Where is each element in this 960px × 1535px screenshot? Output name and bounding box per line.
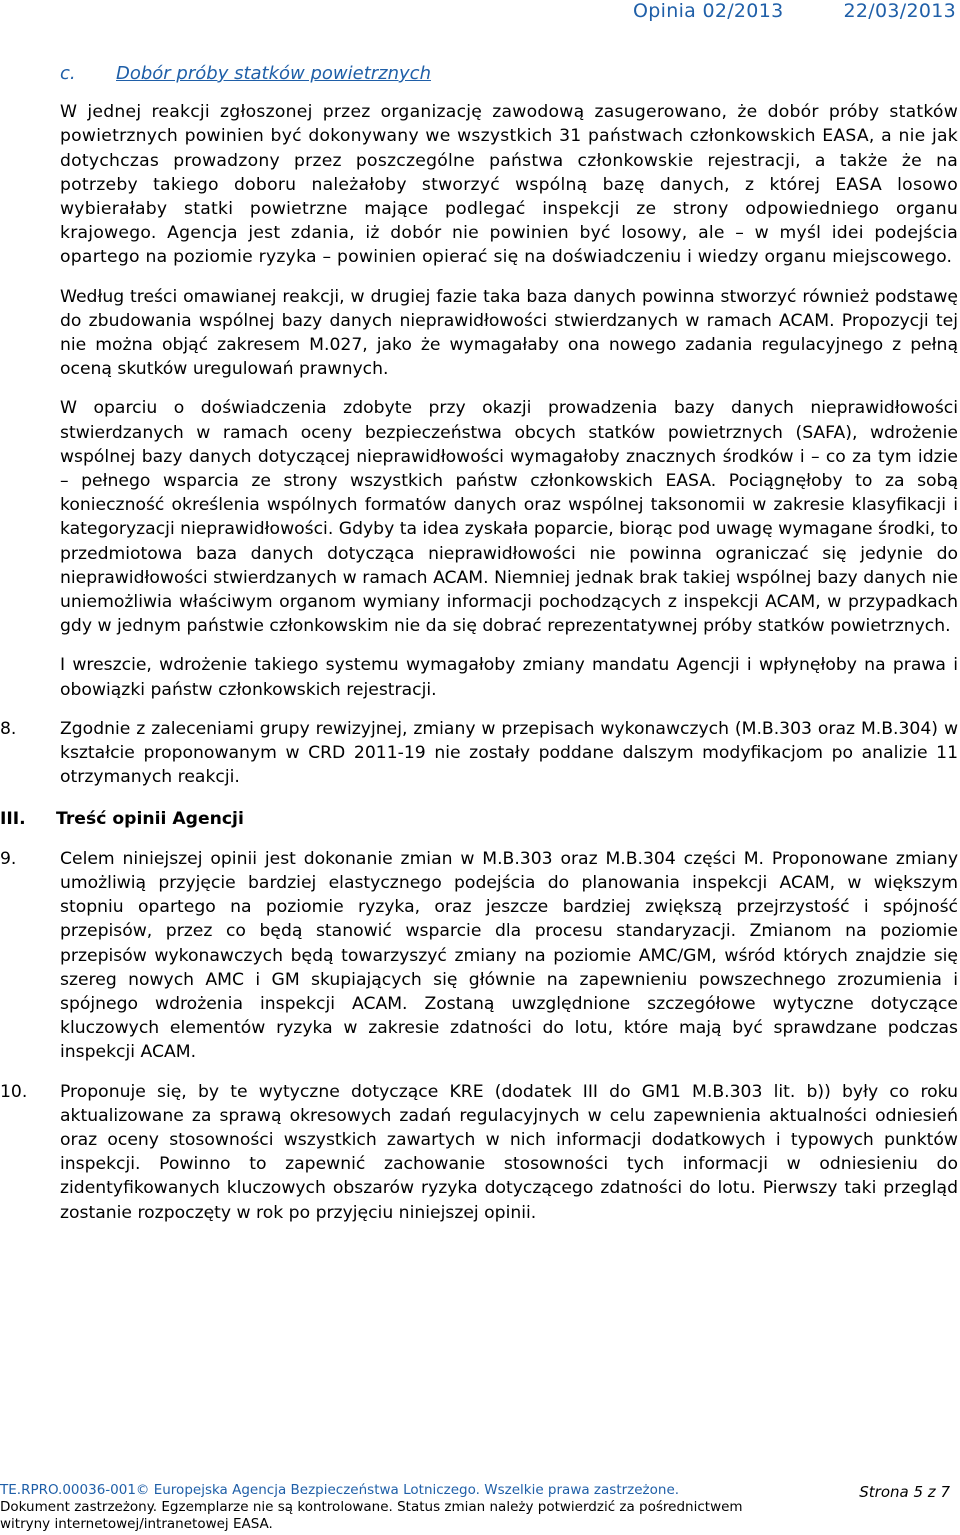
numbered-item-9 bbox=[0, 847, 958, 1065]
numbered-item-10 bbox=[0, 1080, 958, 1225]
item-text: Proponuje się, by te wytyczne dotyczące KRE (dodatek III do GM1 M.B.303 lit. b)) były co roku aktualizowane za sprawą okresowych zadań regulacyjnych w celu zapewnienia aktualności odniesień oraz oceny stosowności wszystkich zawartych w nich informacji dodatkowych i typowych punktów inspekcji. Powinno to zapewnić zachowanie stosowności tych informacji w odniesieniu do zidentyfikowanych kluczowych obszarów ryzyka dotyczącego zdatności do lotu. Pierwszy taki przegląd zostanie rozpoczęty w rok po przyjęciu niniejszej opinii. bbox=[60, 1081, 958, 1223]
opinion-number: Opinia 02/2013 bbox=[633, 0, 784, 22]
paragraph-4: I wreszcie, wdrożenie takiego systemu wymagałoby zmiany mandatu Agencji i wpłynęłoby na prawa i obowiązki państw członkowskich rejestracji. bbox=[60, 655, 958, 700]
section-title: Treść opinii Agencji bbox=[56, 809, 244, 830]
paragraph-2: Według treści omawianej reakcji, w drugiej fazie taka baza danych powinna stworzyć również podstawę do zbudowania wspólnej bazy danych nieprawidłowości stwierdzanych w ramach ACAM. Propozycji tej nie można objąć zakresem M.027, jako że wymagałaby ona nowego zadania regulacyjnego z pełną oceną skutków uregulowań prawnych. bbox=[60, 286, 958, 380]
footer-disclaimer-cont: witryny internetowej/intranetowej EASA. bbox=[0, 1516, 273, 1532]
document-body bbox=[0, 62, 958, 1240]
subsection-letter: c. bbox=[60, 63, 76, 84]
item-text: Celem niniejszej opinii jest dokonanie zmian w M.B.303 oraz M.B.304 części M. Proponowane zmiany umożliwią przyjęcie bardziej elastycznego podejścia do planowania inspekcji ACAM, w większym stopniu opartego na poziomie ryzyka, oraz jeszcze bardziej zwiększą przejrzystość i spójność przepisów, przez co będą stanowić wsparcie dla procesu standaryzacji. Zmianom na poziomie przepisów wykonawczych będą towarzyszyć zmiany na poziomie AMC/GM, wśród których znajdzie się szereg nowych AMC i GM skupiających się głównie na zapewnieniu powszechnego zrozumienia i spójnego wdrożenia inspekcji ACAM. Zostaną uwzględnione szczegółowe wytyczne dotyczące kluczowych elementów ryzyka w zakresie zdatności do lotu, które mają być sprawdzane podczas inspekcji ACAM. bbox=[60, 848, 958, 1063]
page-header bbox=[573, 0, 956, 22]
section-number: III. bbox=[0, 809, 26, 830]
item-text: Zgodnie z zaleceniami grupy rewizyjnej, zmiany w przepisach wykonawczych (M.B.303 oraz M.B.304) w kształcie proponowanym w CRD 2011-19 nie zostały poddane dalszym modyfikacjom po analizie 11 otrzymanych reakcji. bbox=[60, 718, 958, 788]
paragraph-3: W oparciu o doświadczenia zdobyte przy okazji prowadzenia bazy danych nieprawidłowości stwierdzanych w ramach oceny bezpieczeństwa obcych statków powietrznych (SAFA), wdrożenie wspólnej bazy danych dotyczącej nieprawidłowości wymagałoby znacznych środków i – co za tym idzie – pełnego wsparcia ze strony wszystkich państw członkowskich EASA. Pociągnęłoby to za sobą konieczność określenia wspólnych formatów danych oraz wspólnej taksonomii w zakresie klasyfikacji i kategoryzacji nieprawidłowości. Gdyby ta idea zyskała poparcie, biorąc pod uwagę wymagane środki, to przedmiotowa baza danych dotycząca nieprawidłowości nie powinna ograniczać się jedynie do nieprawidłowości stwierdzanych w ramach ACAM. Niemniej jednak brak takiej wspólnej bazy danych nie uniemożliwia właściwym organom wymiany informacji pochodzących z inspekcji ACAM, w przypadkach gdy w jednym państwie członkowskim nie da się dobrać reprezentatywnej próby statków powietrznych. bbox=[60, 398, 958, 637]
item-number: 10. bbox=[0, 1081, 28, 1102]
page-footer bbox=[0, 1482, 960, 1533]
paragraph-1: W jednej reakcji zgłoszonej przez organizację zawodową zasugerowano, że dobór próby statków powietrznych powinien być dokonywany we wszystkich 31 państwach członkowskich EASA, a nie jak dotychczas prowadzony przez poszczególne państwa członkowskie rejestracji, a także że na potrzeby takiego doboru należałoby stworzyć wspólną bazę danych, z której EASA losowo wybierałaby statki powietrzne mające podlegać inspekcji ze strony odpowiedniego organu krajowego. Agencja jest zdania, iż dobór nie powinien być losowy, ale – w myśl idei podejścia opartego na poziomie ryzyka – powinien opierać się na doświadczeniu i wiedzy organu miejscowego. bbox=[60, 102, 958, 268]
numbered-item-8 bbox=[0, 717, 958, 790]
page-number: Strona 5 z 7 bbox=[859, 1483, 950, 1501]
header-date: 22/03/2013 bbox=[843, 0, 956, 22]
item-number: 9. bbox=[0, 848, 17, 869]
footer-disclaimer: Dokument zastrzeżony. Egzemplarze nie są kontrolowane. Status zmian należy potwierdzić za pośrednictwem bbox=[0, 1499, 743, 1515]
item-number: 8. bbox=[0, 718, 17, 739]
footer-copyright: TE.RPRO.00036-001© Europejska Agencja Bezpieczeństwa Lotniczego. Wszelkie prawa zastrzeżone. bbox=[0, 1482, 680, 1498]
section-heading bbox=[0, 807, 958, 831]
subsection-heading bbox=[60, 62, 958, 86]
subsection-title: Dobór próby statków powietrznych bbox=[116, 63, 431, 84]
